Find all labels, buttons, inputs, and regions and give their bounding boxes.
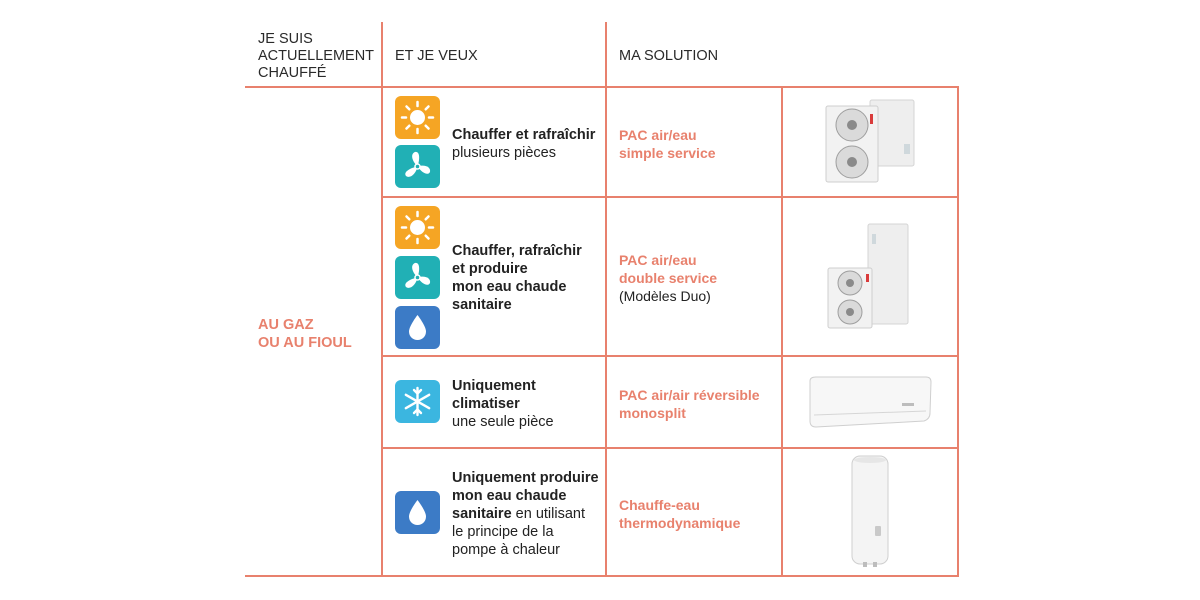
grid-line (957, 88, 959, 577)
sun-icon (395, 206, 440, 249)
grid-line (381, 447, 959, 449)
water-heater-image (849, 454, 891, 568)
grid-line (381, 196, 959, 198)
solution-text: PAC air/eau simple service (619, 127, 716, 161)
grid-line (245, 86, 959, 88)
fan-icon (395, 256, 440, 299)
sun-icon (395, 96, 440, 139)
snowflake-icon (395, 380, 440, 423)
want-text: Uniquement produire mon eau chaude sanitaire en utilisant le principe de la pompe à chaleur (452, 470, 599, 558)
grid-line (245, 575, 959, 577)
grid-line (381, 355, 959, 357)
category-gas-oil: AU GAZ OU AU FIOUL (258, 317, 352, 351)
water-drop-icon (395, 306, 440, 349)
header-current-heating: JE SUIS ACTUELLEMENT CHAUFFÉ (258, 31, 375, 81)
header-solution: MA SOLUTION (619, 48, 719, 64)
water-drop-icon (395, 491, 440, 534)
want-text: Chauffer et rafraîchir plusieurs pièces (452, 127, 596, 161)
heat-pump-duo-image (826, 222, 912, 332)
want-text: Chauffer, rafraîchir et produire mon eau chaude sanitaire (452, 243, 582, 313)
grid-line (781, 88, 783, 577)
fan-icon (395, 145, 440, 188)
solution-text: Chauffe-eau thermodynamique (619, 497, 741, 531)
grid-line (381, 22, 383, 577)
solution-text: PAC air/air réversible monosplit (619, 387, 760, 421)
grid-line (605, 22, 607, 577)
want-text: Uniquement climatiser une seule pièce (452, 378, 554, 430)
heat-pump-simple-image (818, 96, 920, 186)
header-want: ET JE VEUX (395, 48, 478, 64)
wall-split-image (806, 375, 934, 429)
solution-text: PAC air/eau double service (Modèles Duo) (619, 252, 718, 304)
